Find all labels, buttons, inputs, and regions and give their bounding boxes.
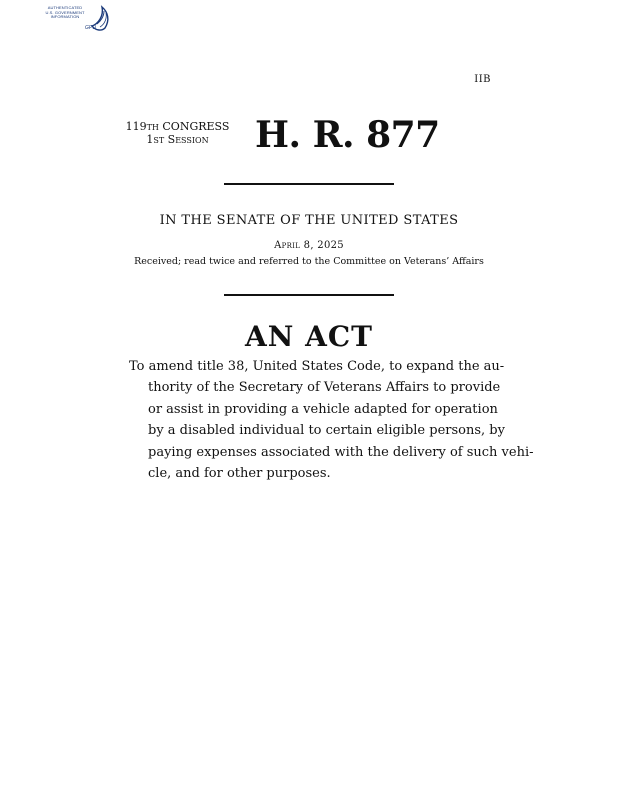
- logo-line-2: U.S. GOVERNMENT: [45, 9, 85, 15]
- action-date: April 8, 2025: [274, 240, 344, 251]
- purpose-line: by a disabled individual to certain eligible persons, by: [148, 423, 505, 439]
- purpose-line: cle, and for other purposes.: [148, 466, 331, 482]
- act-title: AN ACT: [245, 320, 373, 353]
- chamber-heading: IN THE SENATE OF THE UNITED STATES: [159, 213, 459, 228]
- document-code: IIB: [474, 74, 491, 85]
- purpose-line: To amend title 38, United States Code, to expand the au-: [129, 359, 505, 374]
- divider: [224, 294, 394, 296]
- purpose-line: paying expenses associated with the delivery of such vehi-: [148, 444, 534, 460]
- purpose-paragraph: [129, 356, 534, 484]
- logo-gpo-mark: GPO: [85, 25, 97, 31]
- bill-number: H. R. 877: [255, 114, 440, 156]
- purpose-line: or assist in providing a vehicle adapted for operation: [148, 401, 498, 417]
- logo-line-1: AUTHENTICATED: [47, 5, 83, 10]
- congress-label: 119th CONGRESS: [125, 120, 230, 133]
- divider: [224, 183, 394, 185]
- action-text: Received; read twice and referred to the Committee on Veterans’ Affairs: [134, 256, 484, 267]
- logo-line-3: INFORMATION: [50, 14, 80, 20]
- gpo-authentication-logo: [30, 4, 120, 36]
- purpose-line: thority of the Secretary of Veterans Affairs to provide: [148, 380, 501, 396]
- session-label: 1st Session: [146, 133, 209, 146]
- congress-session-block: [120, 120, 235, 146]
